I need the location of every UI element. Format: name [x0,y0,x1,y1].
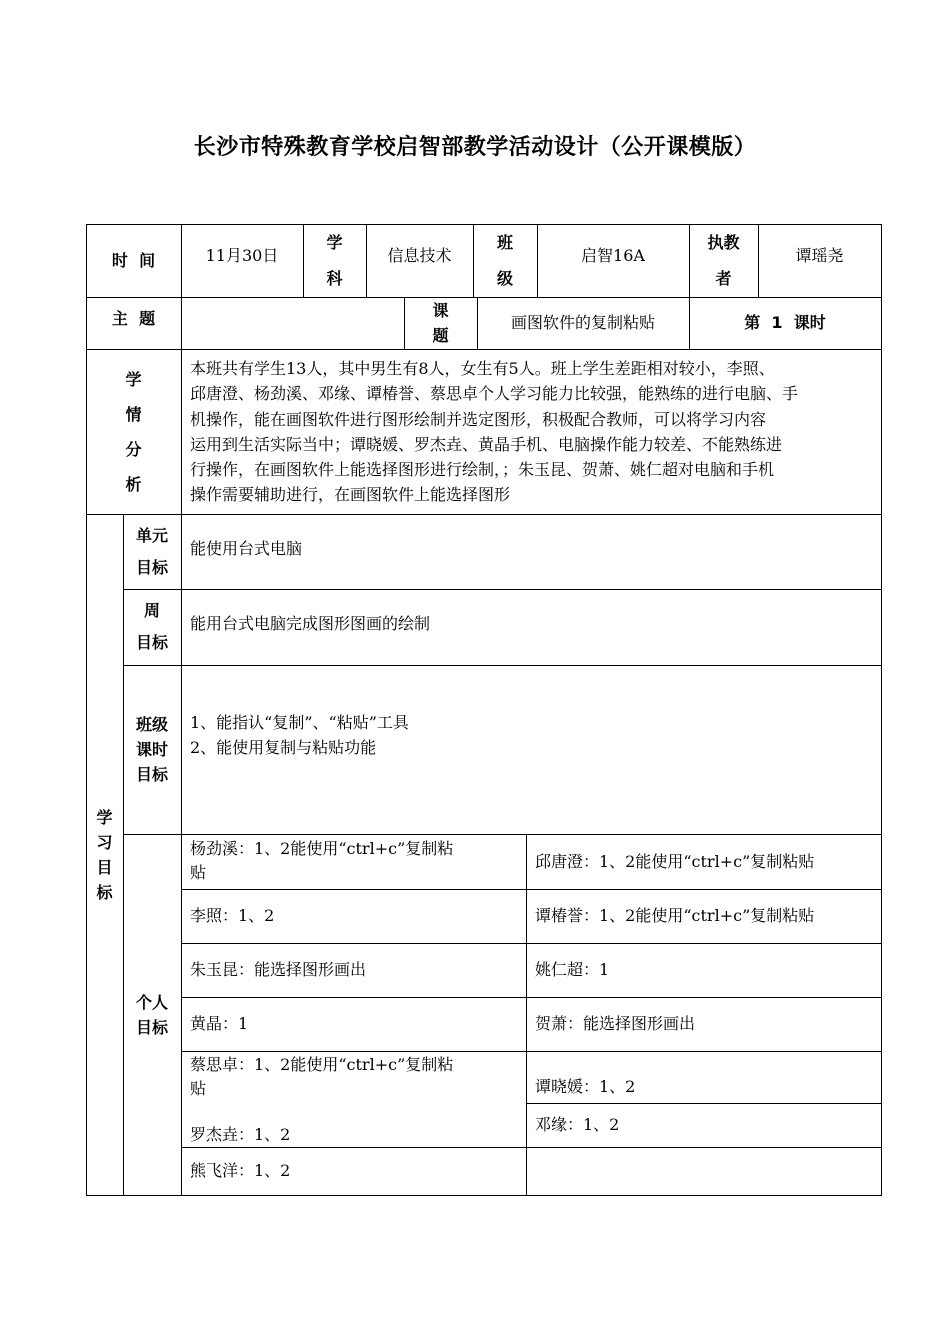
topic-label: 课 题 [432,301,449,345]
personal-goal-cell: 朱玉昆：能选择图形画出 [190,960,367,979]
personal-goal-cell: 蔡思卓：1、2能使用“ctrl+c”复制粘 贴 [190,1055,454,1098]
analysis-text: 本班共有学生13人，其中男生有8人，女生有5人。班上学生差距相对较小，李照、 邱唐澄、杨劲溪、邓缘、谭椿誉、蔡思卓个人学习能力比较强，能熟练的进行电脑、手 机操作，能在画图软件进行图形绘制并选定图形，积极配合教师，可以将学习内容 运用到生活实际当中；谭晓媛、罗杰垚、黄晶手机、电脑操作能力较差、不能熟练进 行操作，在画图软件上能选择图形进行绘制，；朱玉昆、贺萧、姚仁超对电脑和手机 操作需要辅助进行，在画图软件上能选择图形 [190,359,799,505]
unit-goal-label: 单元 目标 [135,525,168,577]
teacher-label: 执教 者 [707,232,740,288]
teacher-value: 谭瑶尧 [795,246,844,265]
goals-label: 学 习 目 标 [96,808,113,902]
personal-goal-cell: 李照：1、2 [190,906,275,925]
personal-goal-cell: 姚仁超：1 [535,960,610,979]
personal-goal-cell: 罗杰垚：1、2 [190,1125,291,1144]
page-title: 长沙市特殊教育学校启智部教学活动设计（公开课模版） [193,135,757,160]
theme-label: 主 题 [111,309,156,328]
analysis-label: 学 情 分 析 [125,369,142,494]
class-label: 班 级 [496,232,513,288]
date-value: 11月30日 [205,246,279,265]
subject-value: 信息技术 [387,246,452,265]
personal-goal-cell: 熊飞洋：1、2 [190,1161,291,1180]
topic-value: 画图软件的复制粘贴 [510,313,655,332]
subject-label: 学 科 [326,232,343,288]
personal-goal-cell [535,1147,880,1195]
personal-goal-label: 个人 目标 [135,993,168,1037]
personal-goal-cell: 杨劲溪：1、2能使用“ctrl+c”复制粘 贴 [190,839,454,882]
class-value: 启智16A [581,246,645,265]
class-goal-label: 班级 课时 目标 [135,715,168,784]
personal-goal-cell: 黄晶：1 [190,1014,249,1033]
time-label: 时 间 [111,250,156,270]
lesson-number: 第 1 课时 [744,313,826,332]
class-goal-text: 1、能指认“复制”、“粘贴”工具 2、能使用复制与粘贴功能 [190,713,409,757]
personal-goal-cell: 谭椿誉：1、2能使用“ctrl+c”复制粘贴 [535,906,815,925]
theme-value [181,297,404,349]
unit-goal-text: 能使用台式电脑 [190,539,303,558]
week-goal-text: 能用台式电脑完成图形图画的绘制 [190,614,431,633]
personal-goal-cell: 邓缘：1、2 [535,1115,620,1134]
personal-goal-cell: 邱唐澄：1、2能使用“ctrl+c”复制粘贴 [535,851,815,871]
personal-goal-cell: 贺萧：能选择图形画出 [535,1014,696,1033]
week-goal-label: 周 目标 [135,601,168,652]
personal-goal-cell: 谭晓媛：1、2 [535,1077,636,1096]
